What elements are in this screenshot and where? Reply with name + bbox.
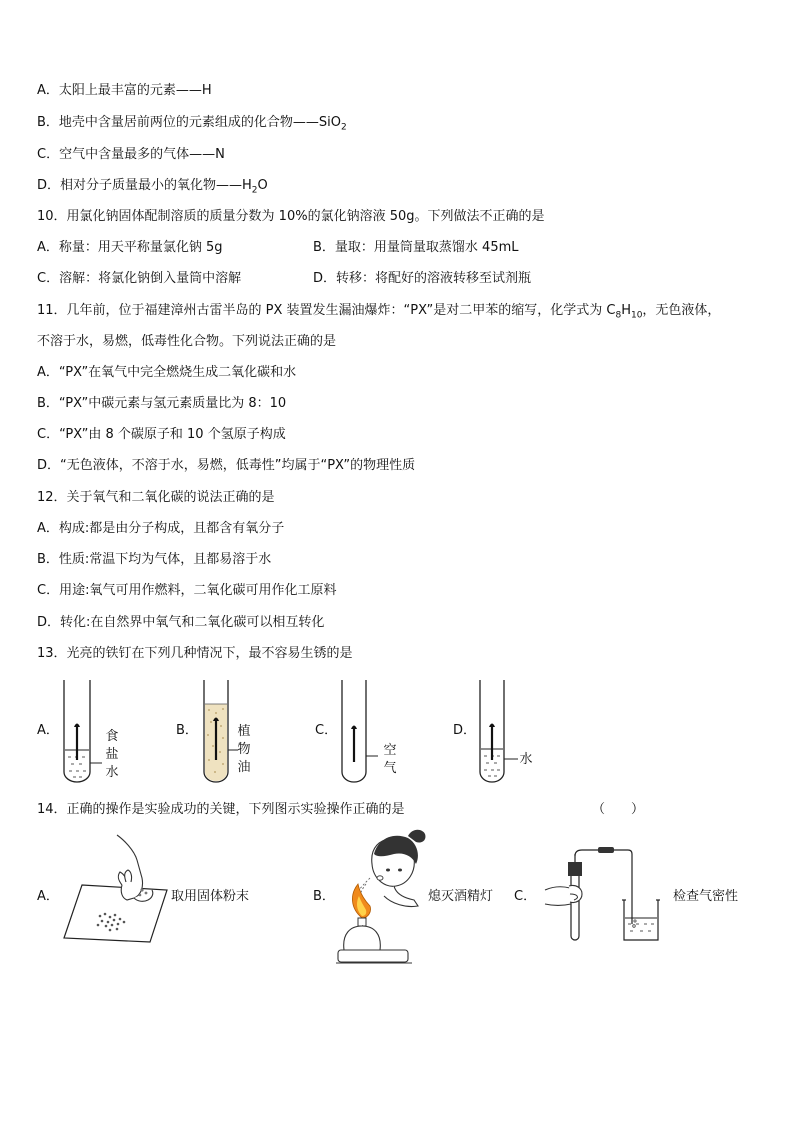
q14-caption-c: 检查气密性: [673, 889, 739, 904]
q13-label-c-1: 空: [383, 743, 397, 758]
q9-option-d: D．相对分子质量最小的氧化物$——H_2O$: [37, 178, 268, 196]
q13-option-b-letter: B．: [176, 723, 198, 738]
q9-option-c: C．空气中含量最多的气体——N: [37, 147, 225, 162]
q13-option-c-letter: C．: [315, 723, 338, 738]
q14-powder-illustration: [62, 830, 172, 945]
q13-label-b-3: 油: [237, 760, 251, 775]
q11-stem-line2: 不溶于水，易燃，低毒性化合物。下列说法正确的是: [37, 334, 337, 349]
q13-label-b-2: 物: [237, 742, 251, 757]
q12-option-b: B．性质:常温下均为气体，且都易溶于水: [37, 552, 272, 567]
q13-label-a-2: 盐: [105, 747, 119, 762]
q13-label-b-1: 植: [237, 724, 251, 739]
q13-label-a-1: 食: [105, 729, 119, 744]
q12-stem: 12．关于氧气和二氧化碳的说法正确的是: [37, 490, 275, 505]
q11-option-c: C．“PX”由 8 个碳原子和 10 个氢原子构成: [37, 427, 286, 442]
q14-option-a-letter: A．: [37, 889, 59, 904]
q13-option-a-letter: A．: [37, 723, 59, 738]
q11-option-a: A．“PX”在氧气中完全燃烧生成二氧化碳和水: [37, 365, 297, 380]
q10-option-d: D．转移：将配好的溶液转移至试剂瓶: [313, 271, 532, 286]
q11-option-b: B．“PX”中碳元素与氢元素质量比为 8：10: [37, 396, 287, 411]
q14-answer-paren: （ ）: [592, 802, 645, 817]
q13-label-a-3: 水: [105, 765, 119, 780]
q11-stem: 11．几年前，位于福建漳州古雷半岛的 PX 装置发生漏油爆炸：“PX”是对二甲苯的缩写，化学式为 $C_8H_{10}$，无色液体，: [37, 303, 721, 321]
q13-stem: 13．光亮的铁钉在下列几种情况下，最不容易生锈的是: [37, 646, 353, 661]
q11-option-d: D．“无色液体，不溶于水，易燃，低毒性”均属于“PX”的物理性质: [37, 458, 416, 473]
q14-caption-a: 取用固体粉末: [171, 889, 250, 904]
q14-option-c-letter: C．: [514, 889, 537, 904]
q12-option-a: A．构成:都是由分子构成，且都含有氧分子: [37, 521, 285, 536]
q13-label-c-2: 气: [383, 761, 397, 776]
q14-alcohol-lamp-illustration: [332, 826, 432, 968]
q13-tube-d: [478, 680, 528, 784]
q10-option-a: A．称量：用天平称量氯化钠 5g: [37, 240, 223, 255]
q14-caption-b: 熄灭酒精灯: [428, 889, 494, 904]
q10-option-c: C．溶解：将氯化钠倒入量筒中溶解: [37, 271, 242, 286]
q14-option-b-letter: B．: [313, 889, 335, 904]
q9-option-b: B．地壳中含量居前两位的元素组成的化合物——SiO$_2$: [37, 115, 347, 133]
q12-option-d: D．转化:在自然界中氧气和二氧化碳可以相互转化: [37, 615, 325, 630]
q13-option-d-letter: D．: [453, 723, 477, 738]
q10-option-b: B．量取：用量筒量取蒸馏水 45mL: [313, 240, 519, 255]
q12-option-c: C．用途:氧气可用作燃料，二氧化碳可用作化工原料: [37, 583, 337, 598]
q14-airtightness-illustration: [540, 848, 675, 948]
q9-option-a: A．太阳上最丰富的元素——H: [37, 83, 212, 98]
q13-label-d-1: 水: [519, 752, 533, 767]
q14-stem: 14．正确的操作是实验成功的关键，下列图示实验操作正确的是: [37, 802, 405, 817]
q10-stem: 10．用氯化钠固体配制溶质的质量分数为 10%的氯化钠溶液 50g。下列做法不正确的是: [37, 209, 545, 224]
